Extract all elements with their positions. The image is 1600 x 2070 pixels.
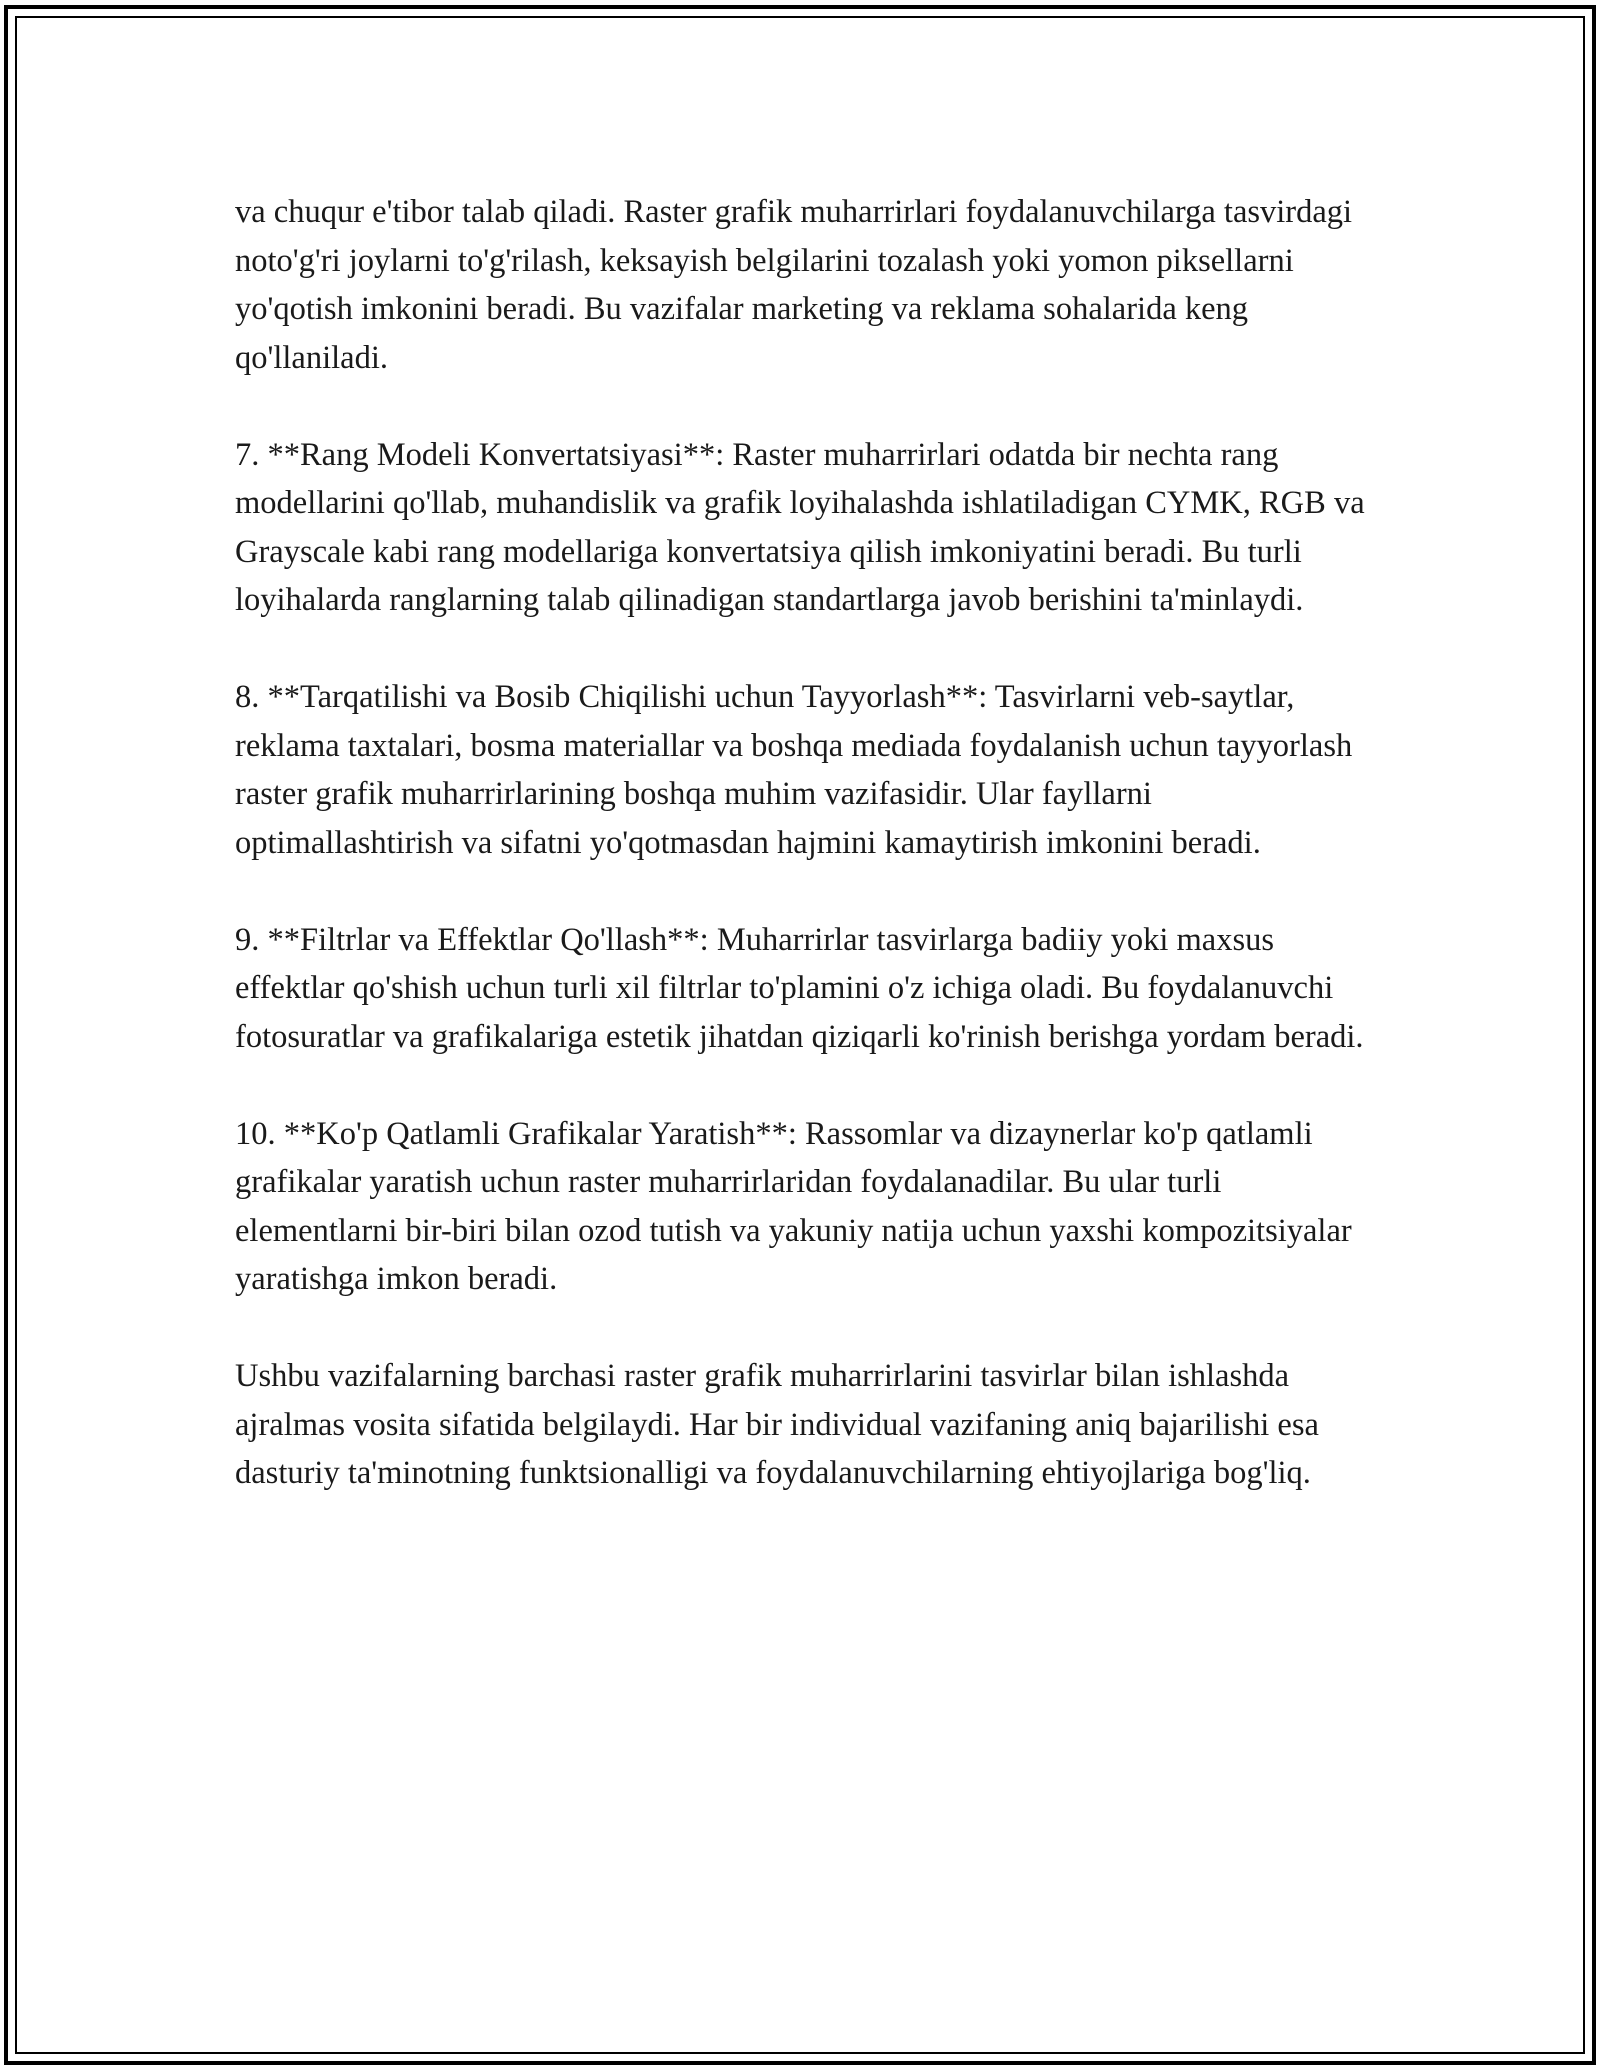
paragraph-print-preparation: 8. **Tarqatilishi va Bosib Chiqilishi uchun Tayyorlash**: Tasvirlarni veb-saytlar, reklama taxtalari, bosma materiallar va boshqa mediada foydalanish uchun tayyorlash raster grafik muharrirlarining boshqa muhim vazifasidir. Ular fayllarni optimallashtirish va sifatni yo'qotmasdan hajmini kamaytirish imkonini beradi. — [235, 679, 1353, 861]
paragraph-continuation: va chuqur e'tibor talab qiladi. Raster grafik muharrirlari foydalanuvchilarga tasvirdagi noto'g'ri joylarni to'g'rilash, keksayish belgilarini tozalash yoki yomon piksellarni yo'qotish imkonini beradi. Bu vazifalar marketing va reklama sohalarida keng qo'llaniladi. — [235, 194, 1353, 376]
paragraph-multilayer-graphics: 10. **Ko'p Qatlamli Grafikalar Yaratish**: Rassomlar va dizaynerlar ko'p qatlamli grafikalar yaratish uchun raster muharrirlaridan foydalanadilar. Bu ular turli elementlarni bir-biri bilan ozod tutish va yakuniy natija uchun yaxshi kompozitsiyalar yaratishga imkon beradi. — [235, 1115, 1352, 1297]
document-body — [235, 188, 1365, 1546]
paragraph-filters-effects: 9. **Filtrlar va Effektlar Qo'llash**: Muharrirlar tasvirlarga badiiy yoki maxsus effektlar qo'shish uchun turli xil filtrlar to'plamini o'z ichiga oladi. Bu foydalanuvchi fotosuratlar va grafikalariga estetik jihatdan qiziqarli ko'rinish berishga yordam beradi. — [235, 921, 1364, 1055]
paragraph-color-model-conversion: 7. **Rang Modeli Konvertatsiyasi**: Raster muharrirlari odatda bir nechta rang modellarini qo'llab, muhandislik va grafik loyihalashda ishlatiladigan CYMK, RGB va Grayscale kabi rang modellariga konvertatsiya qilish imkoniyatini beradi. Bu turli loyihalarda ranglarning talab qilinadigan standartlarga javob berishini ta'minlaydi. — [235, 436, 1365, 618]
paragraph-conclusion: Ushbu vazifalarning barchasi raster grafik muharrirlarini tasvirlar bilan ishlashda ajralmas vosita sifatida belgilaydi. Har bir individual vazifaning aniq bajarilishi esa dasturiy ta'minotning funktsionalligi va foydalanuvchilarning ehtiyojlariga bog'liq. — [235, 1358, 1319, 1491]
